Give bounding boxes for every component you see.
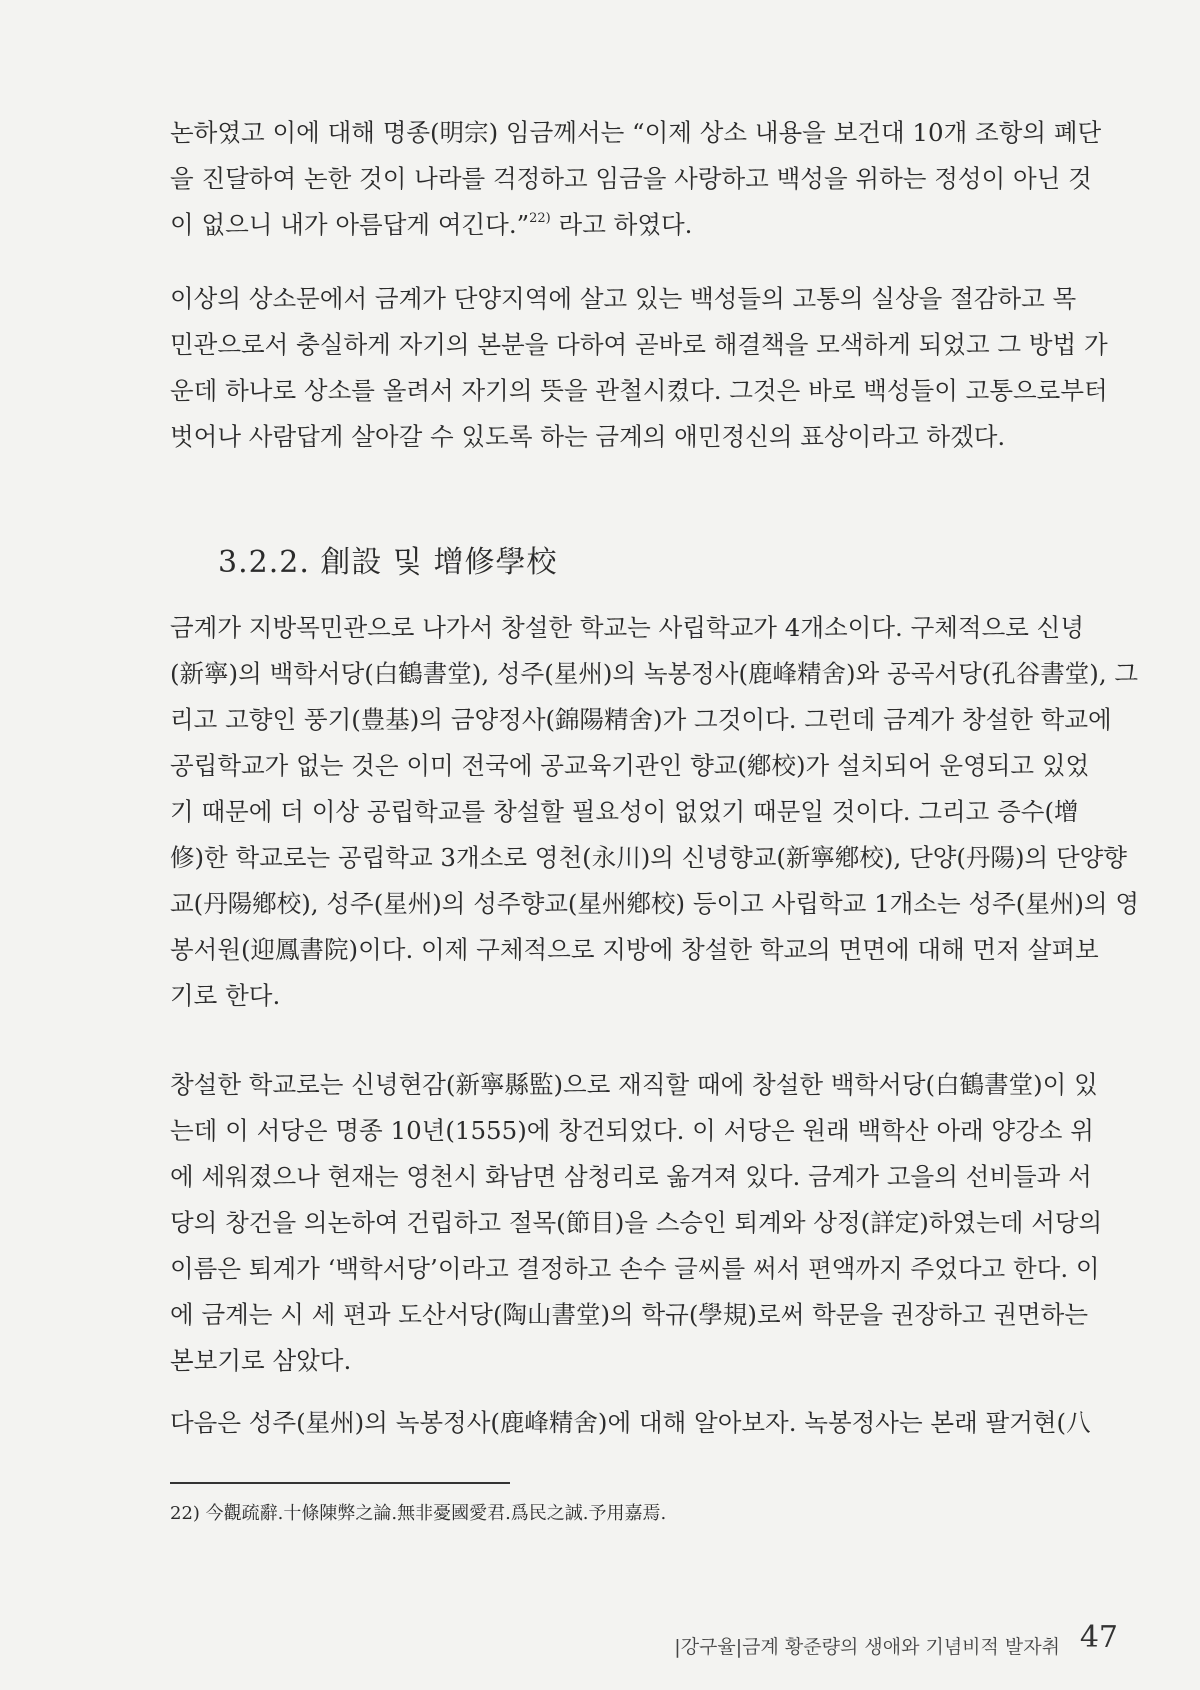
text-line: 에 금계는 시 세 편과 도산서당(陶山書堂)의 학규(學規)로써 학문을 권장하고 권면하는 <box>170 1300 1088 1329</box>
text-line: 논하였고 이에 대해 명종(明宗) 임금께서는 “이제 상소 내용을 보건대 10개 조항의 폐단 <box>170 118 1102 147</box>
text-line <box>170 202 1115 248</box>
text-line: 기로 한다. <box>170 981 281 1010</box>
footnote-divider <box>170 1482 510 1484</box>
text-line: 당의 창건을 의논하여 건립하고 절목(節目)을 스승인 퇴계와 상정(詳定)하였는데 서당의 <box>170 1208 1103 1237</box>
text-line: 다음은 성주(星州)의 녹봉정사(鹿峰精舍)에 대해 알아보자. 녹봉정사는 본래 팔거현(八 <box>170 1408 1091 1437</box>
text-fragment: 라고 하였다. <box>550 210 693 239</box>
paragraph-4 <box>170 1062 1115 1384</box>
text-line: 기 때문에 더 이상 공립학교를 창설할 필요성이 없었기 때문일 것이다. 그리고 증수(增 <box>170 797 1079 826</box>
text-line: 을 진달하여 논한 것이 나라를 걱정하고 임금을 사랑하고 백성을 위하는 정성이 아닌 것 <box>170 164 1092 193</box>
text-line: 교(丹陽鄕校), 성주(星州)의 성주향교(星州鄕校) 등이고 사립학교 1개소는 성주(星州)의 영 <box>170 889 1140 918</box>
text-line: 는데 이 서당은 명종 10년(1555)에 창건되었다. 이 서당은 원래 백학산 아래 양강소 위 <box>170 1116 1094 1145</box>
text-line: (新寧)의 백학서당(白鶴書堂), 성주(星州)의 녹봉정사(鹿峰精舍)와 공곡서당(孔谷書堂), 그 <box>170 659 1139 688</box>
footnote-22: 22) 今觀疏辭.十條陳弊之論.無非憂國愛君.爲民之誠.予用嘉焉. <box>170 1503 667 1524</box>
text-line: 이상의 상소문에서 금계가 단양지역에 살고 있는 백성들의 고통의 실상을 절감하고 목 <box>170 284 1077 313</box>
text-line: 봉서원(迎鳳書院)이다. 이제 구체적으로 지방에 창설한 학교의 면면에 대해 먼저 살펴보 <box>170 935 1099 964</box>
paragraph-1 <box>170 110 1115 248</box>
text-line: 리고 고향인 풍기(豊基)의 금양정사(錦陽精舍)가 그것이다. 그런데 금계가 창설한 학교에 <box>170 705 1112 734</box>
text-line: 본보기로 삼았다. <box>170 1346 352 1375</box>
page-number: 47 <box>1079 1620 1118 1655</box>
text-line: 修)한 학교로는 공립학교 3개소로 영천(永川)의 신녕향교(新寧鄕校), 단양(丹陽)의 단양향 <box>170 843 1127 872</box>
paragraph-3 <box>170 605 1140 1019</box>
text-line: 운데 하나로 상소를 올려서 자기의 뜻을 관철시켰다. 그것은 바로 백성들이 고통으로부터 <box>170 376 1108 405</box>
text-line: 에 세워졌으나 현재는 영천시 화남면 삼청리로 옮겨져 있다. 금계가 고을의 선비들과 서 <box>170 1162 1092 1191</box>
paragraph-5 <box>170 1400 1115 1446</box>
footnote-ref-22[interactable]: 22) <box>529 211 551 226</box>
paragraph-2 <box>170 276 1115 460</box>
text-line: 금계가 지방목민관으로 나가서 창설한 학교는 사립학교가 4개소이다. 구체적으로 신녕 <box>170 613 1085 642</box>
text-line: 공립학교가 없는 것은 이미 전국에 공교육기관인 향교(鄕校)가 설치되어 운영되고 있었 <box>170 751 1090 780</box>
text-fragment: 이 없으니 내가 아름답게 여긴다.” <box>170 210 530 239</box>
running-head: |강구율|금계 황준량의 생애와 기념비적 발자취 <box>674 1636 1060 1658</box>
section-heading: 3.2.2. 創設 및 增修學校 <box>218 545 558 580</box>
text-line: 벗어나 사람답게 살아갈 수 있도록 하는 금계의 애민정신의 표상이라고 하겠다. <box>170 422 1006 451</box>
text-line: 창설한 학교로는 신녕현감(新寧縣監)으로 재직할 때에 창설한 백학서당(白鶴書堂)이 있 <box>170 1070 1098 1099</box>
text-line: 민관으로서 충실하게 자기의 본분을 다하여 곧바로 해결책을 모색하게 되었고 그 방법 가 <box>170 330 1108 359</box>
text-line: 이름은 퇴계가 ‘백학서당’이라고 결정하고 손수 글씨를 써서 편액까지 주었다고 한다. 이 <box>170 1254 1100 1283</box>
